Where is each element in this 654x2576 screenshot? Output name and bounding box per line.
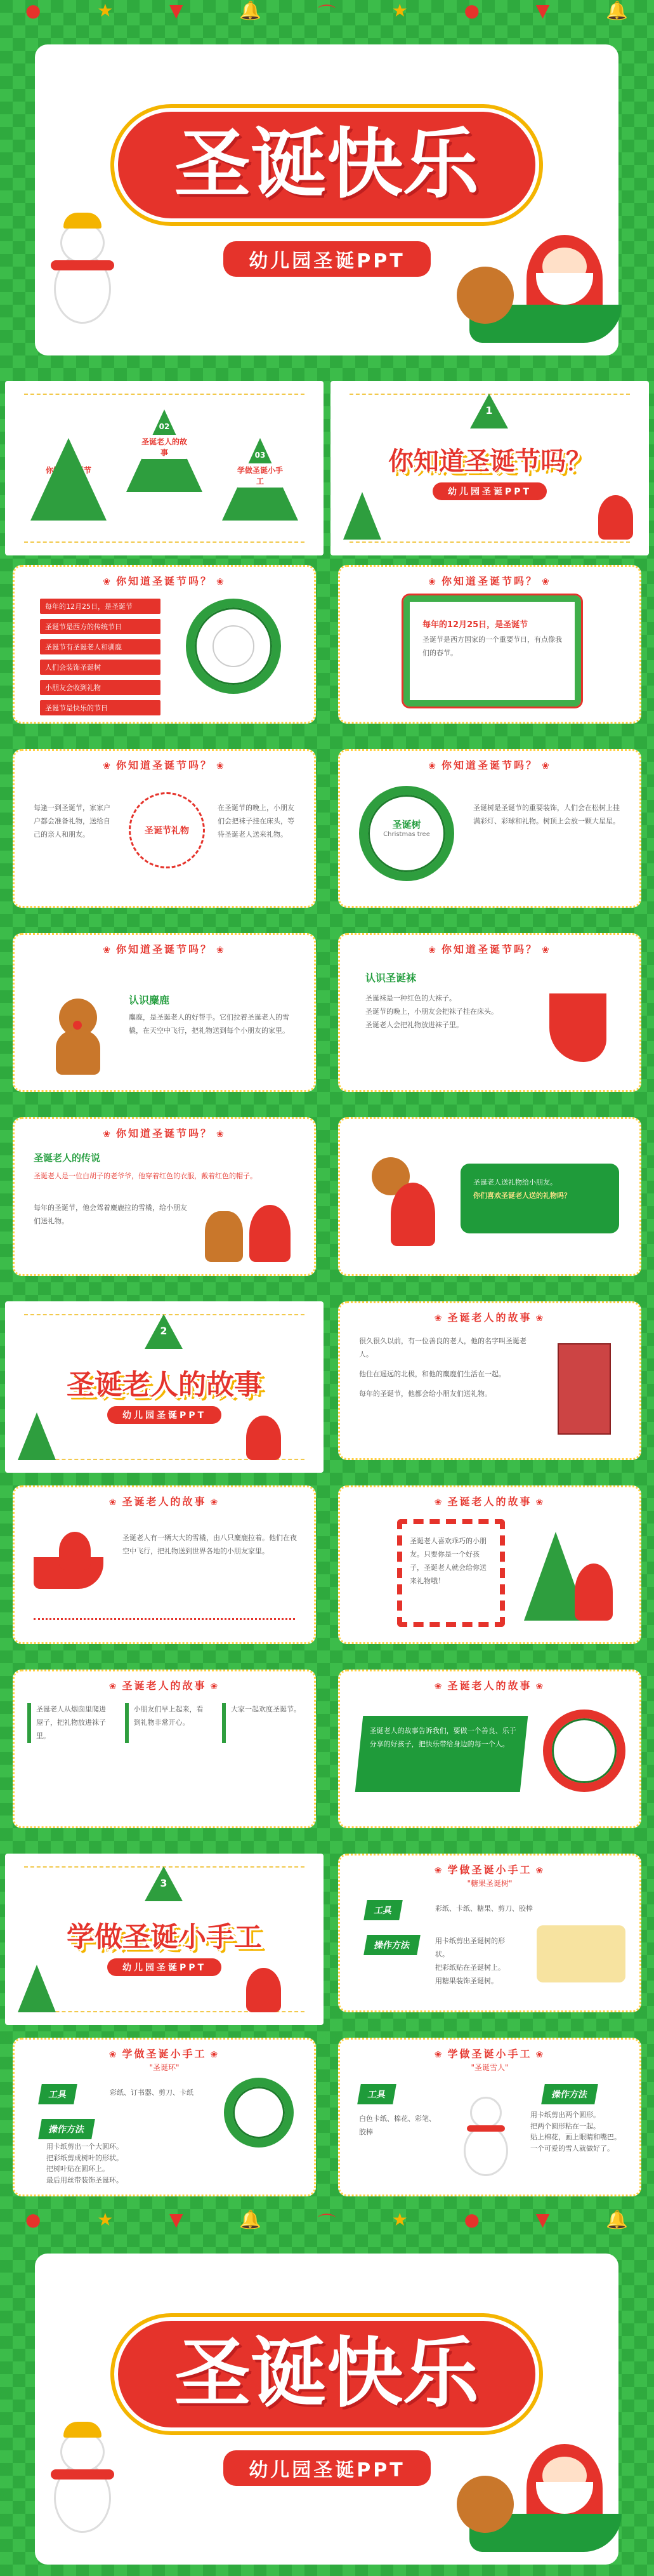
story4-col: 大家一起欢度圣诞节。: [222, 1703, 301, 1743]
santa-sleigh-icon: [469, 2419, 628, 2565]
method-steps: 用卡纸剪出两个圆形。 把两个圆形粘在一起。 贴上棉花，画上眼睛和嘴巴。 一个可爱的雪人就做好了。: [530, 2111, 621, 2153]
cover-title: 圣诞快乐: [174, 121, 479, 209]
slide-header: ❀ 学做圣诞小手工 ❀: [434, 2048, 546, 2060]
santa-icon: [246, 1968, 281, 2012]
gift-circle: 圣诞节礼物: [129, 792, 205, 868]
snowman-face-icon: [213, 625, 254, 667]
slide-story2: [13, 1485, 316, 1644]
toc-num: 01: [63, 451, 74, 460]
slide-header: ❀ 你知道圣诞节吗？ ❀: [103, 759, 226, 771]
section-title: 圣诞老人的故事: [67, 1369, 262, 1401]
sock-icon: ▼: [169, 0, 183, 21]
story1-item: 每年的圣诞节，他都会给小朋友们送礼物。: [359, 1389, 492, 1398]
slide-header: ❀ 你知道圣诞节吗？ ❀: [103, 575, 226, 587]
slide-header: ❀ 学做圣诞小手工 ❀: [434, 1864, 546, 1876]
slide-story1: [338, 1301, 641, 1460]
bar-list: [40, 599, 160, 720]
star-icon: ★: [97, 2209, 114, 2230]
section2-slide: [5, 1301, 324, 1473]
section-num-tree: [470, 394, 508, 432]
garland: [25, 0, 628, 38]
slide-header: ❀ 圣诞老人的故事 ❀: [434, 1496, 546, 1508]
tool-text: 白色卡纸、棉花、彩笔、胶棒: [359, 2115, 436, 2136]
slide-header: ❀ 你知道圣诞节吗？ ❀: [103, 943, 226, 955]
slide-story5: [338, 1670, 641, 1828]
bar-item: 圣诞节有圣诞老人和驯鹿: [40, 639, 160, 654]
slide-date: [338, 565, 641, 724]
bar-item: 圣诞节是快乐的节日: [40, 700, 160, 715]
ending-title: 圣诞快乐: [174, 2330, 479, 2418]
tool-label: 工具: [357, 2084, 396, 2104]
santa-bag-icon: [372, 1157, 435, 1252]
santa-who-text2: 每年的圣诞节，他会驾着麋鹿拉的雪橇，给小朋友们送礼物。: [34, 1204, 187, 1225]
santa-icon: [246, 1416, 281, 1460]
deer-title: 认识麋鹿: [129, 994, 170, 1006]
slide-header: ❀ 圣诞老人的故事 ❀: [434, 1680, 546, 1692]
star-icon: ★: [97, 0, 114, 21]
tool-label: 工具: [38, 2084, 77, 2104]
toc-slide: [5, 381, 324, 555]
tree-text: 圣诞树是圣诞节的重要装饰，人们会在松树上挂满彩灯、彩球和礼物。树顶上会放一颗大星星。: [473, 804, 620, 825]
toc-num: 03: [254, 451, 266, 460]
slide-bars: [13, 565, 316, 724]
speech-bubble: 圣诞老人送礼物给小朋友。 你们喜欢圣诞老人送的礼物吗？: [461, 1164, 619, 1233]
tool-label: 工具: [363, 1900, 403, 1920]
sock-item: 圣诞节的晚上，小朋友会把袜子挂在床头。: [365, 1007, 498, 1016]
snowman-icon: [38, 209, 121, 336]
section-num: 2: [160, 1325, 167, 1337]
tool-text: 彩纸、订书器、剪刀、卡纸: [110, 2088, 193, 2097]
toc-num: 02: [159, 422, 170, 431]
section3-slide: [5, 1854, 324, 2025]
toc-item[interactable]: [222, 438, 298, 488]
bell-icon: 🔔: [606, 0, 628, 21]
sock-item: 圣诞袜是一种红色的大袜子。: [365, 994, 456, 1002]
slide-craft3: [338, 2038, 641, 2196]
slide-gift-speech: [338, 1117, 641, 1276]
candy-cane-icon: ⌒: [317, 3, 336, 24]
sock-title: 认识圣诞袜: [365, 972, 417, 984]
slide-craft1: [338, 1854, 641, 2012]
ornament-icon: ●: [464, 0, 480, 21]
sock-icon: ▼: [169, 2209, 183, 2230]
section-title: 你知道圣诞节吗？: [388, 447, 591, 476]
bar-item: 每年的12月25日，是圣诞节: [40, 599, 160, 614]
story5-box: 圣诞老人的故事告诉我们，要做一个善良、乐于分享的好孩子，把快乐带给身边的每一个人。: [355, 1716, 528, 1792]
section-subtitle: 幼儿园圣诞PPT: [433, 482, 547, 500]
slide-story3: [338, 1485, 641, 1644]
slide-header: ❀ 学做圣诞小手工 ❀: [108, 2048, 220, 2060]
bell-icon: 🔔: [239, 0, 262, 21]
sock-item: 圣诞老人会把礼物放进袜子里。: [365, 1020, 463, 1029]
date-text: 每年的12月25日，是圣诞节 圣诞节是西方国家的一个重要节日，有点像我们的春节。: [422, 620, 562, 657]
wreath-icon: [224, 2078, 294, 2148]
ending-subtitle: 幼儿园圣诞PPT: [223, 2450, 430, 2486]
bell-icon: 🔔: [606, 2209, 628, 2230]
section-num-tree: [145, 1314, 183, 1352]
section-num: 1: [485, 404, 493, 416]
tool-text: 彩纸、卡纸、糖果、剪刀、胶棒: [435, 1904, 533, 1913]
section-title: 学做圣诞小手工: [67, 1921, 262, 1953]
toc-items: [30, 409, 298, 488]
red-bead-divider: [34, 1618, 295, 1623]
slide-deer: [13, 933, 316, 1092]
sock-icon: [549, 979, 606, 1062]
tree-label: 圣诞树 Christmas tree: [383, 819, 430, 838]
garland: [25, 2209, 628, 2247]
cover-slide: [0, 0, 654, 371]
toc-item[interactable]: [30, 438, 107, 488]
toc-label: 圣诞老人的故事: [139, 435, 190, 459]
method-steps: 用卡纸剪出一个大圆环。 把彩纸剪成树叶的形状。 把树叶贴在圆环上。 最后用丝带装饰圣诞环。: [46, 2142, 123, 2184]
slide-craft2: [13, 2038, 316, 2196]
slide-header: ❀ 圣诞老人的故事 ❀: [108, 1496, 220, 1508]
star-icon: ★: [391, 2209, 408, 2230]
slide-story4: [13, 1670, 316, 1828]
story1-item: 他住在遥远的北极，和他的麋鹿们生活在一起。: [359, 1369, 506, 1378]
santa-who-text1: 圣诞老人是一位白胡子的老爷爷，他穿着红色的衣服，戴着红色的帽子。: [34, 1172, 257, 1180]
sock-icon: ▼: [535, 2209, 550, 2230]
slide-gift: [13, 749, 316, 908]
section1-slide: [330, 381, 649, 555]
method-steps: 用卡纸剪出圣诞树的形状。 把彩纸贴在圣诞树上。 用糖果装饰圣诞树。: [435, 1937, 505, 1985]
story1-item: 很久很久以前，有一位善良的老人，他的名字叫圣诞老人。: [359, 1337, 526, 1358]
snowman-icon: [457, 2090, 514, 2179]
method-label: 操作方法: [363, 1935, 421, 1955]
sock-list: [365, 992, 530, 1032]
section-num-tree: [145, 1866, 183, 1904]
ending-slide: [0, 2209, 654, 2576]
sleigh-icon: [34, 1532, 110, 1595]
story4-col: 圣诞老人从烟囱里爬进屋子，把礼物放进袜子里。: [27, 1703, 107, 1743]
santa-icon: [598, 495, 633, 540]
ornament-icon: ●: [25, 2209, 41, 2230]
deer-text: 麋鹿，是圣诞老人的好帮手。它们拉着圣诞老人的雪橇，在天空中飞行，把礼物送到每个小朋友的家里。: [129, 1013, 289, 1035]
story2-text: 圣诞老人有一辆大大的雪橇，由八只麋鹿拉着。他们在夜空中飞行，把礼物送到世界各地的小朋友家里。: [122, 1534, 297, 1555]
slide-header: ❀ 圣诞老人的故事 ❀: [108, 1680, 220, 1692]
toc-item[interactable]: [126, 409, 202, 488]
method-label: 操作方法: [38, 2119, 95, 2139]
method-label: 操作方法: [541, 2084, 598, 2104]
tree-icon: [18, 1412, 56, 1460]
sock-icon: ▼: [535, 0, 550, 21]
gift-right-text: 在圣诞节的晚上，小朋友们会把袜子挂在床头，等待圣诞老人送来礼物。: [218, 804, 294, 839]
snowman-icon: [38, 2419, 121, 2546]
bar-item: 圣诞节是西方的传统节日: [40, 619, 160, 634]
santa-who-title: 圣诞老人的传说: [34, 1152, 101, 1164]
candy-cane-icon: ⌒: [317, 2212, 336, 2233]
slide-header: ❀ 圣诞老人的故事 ❀: [434, 1311, 546, 1324]
bell-icon: 🔔: [239, 2209, 262, 2230]
section-subtitle: 幼儿园圣诞PPT: [107, 1958, 221, 1976]
slide-header: ❀ 你知道圣诞节吗？ ❀: [428, 943, 551, 955]
slide-header: ❀ 你知道圣诞节吗？ ❀: [428, 759, 551, 771]
story1-list: [359, 1335, 537, 1401]
slide-sock: [338, 933, 641, 1092]
craft-subtitle: "糖果圣诞树": [467, 1879, 513, 1888]
kids-craft-icon: [537, 1925, 625, 1982]
ornament-icon: ●: [464, 2209, 480, 2230]
bar-item: 小朋友会收到礼物: [40, 680, 160, 695]
story3-text: 圣诞老人喜欢乖巧的小朋友。只要你是一个好孩子，圣诞老人就会给你送来礼物哦！: [410, 1537, 487, 1585]
story4-col: 小朋友们早上起来，看到礼物非常开心。: [125, 1703, 204, 1743]
ornament-icon: ●: [25, 0, 41, 21]
gift-left-text: 每逢一到圣诞节，家家户户都会准备礼物，送给自己的亲人和朋友。: [34, 804, 110, 839]
cover-subtitle: 幼儿园圣诞PPT: [223, 241, 430, 277]
tree-icon: [18, 1965, 56, 2012]
bar-item: 人们会装饰圣诞树: [40, 660, 160, 675]
slide-tree: [338, 749, 641, 908]
craft-subtitle: "圣诞雪人": [471, 2063, 509, 2072]
craft-subtitle: "圣诞环": [149, 2063, 180, 2072]
slide-header: ❀ 你知道圣诞节吗？ ❀: [428, 575, 551, 587]
tree-icon: [343, 492, 381, 540]
slide-header: ❀ 你知道圣诞节吗？ ❀: [103, 1127, 226, 1139]
section-num: 3: [160, 1877, 167, 1889]
toc-label: 你知道圣诞节吗？: [43, 463, 94, 488]
wreath-icon: [543, 1710, 625, 1792]
santa-tree-icon: [524, 1532, 619, 1627]
chimney-icon: [556, 1341, 613, 1437]
toc-label: 学做圣诞小手工: [235, 463, 285, 488]
story4-cols: [27, 1703, 301, 1743]
santa-sleigh-icon: [469, 209, 628, 355]
santa-deer-icon: [205, 1198, 294, 1262]
section-subtitle: 幼儿园圣诞PPT: [107, 1406, 221, 1424]
reindeer-icon: [46, 979, 110, 1075]
star-icon: ★: [391, 0, 408, 21]
slide-santa-who: [13, 1117, 316, 1276]
